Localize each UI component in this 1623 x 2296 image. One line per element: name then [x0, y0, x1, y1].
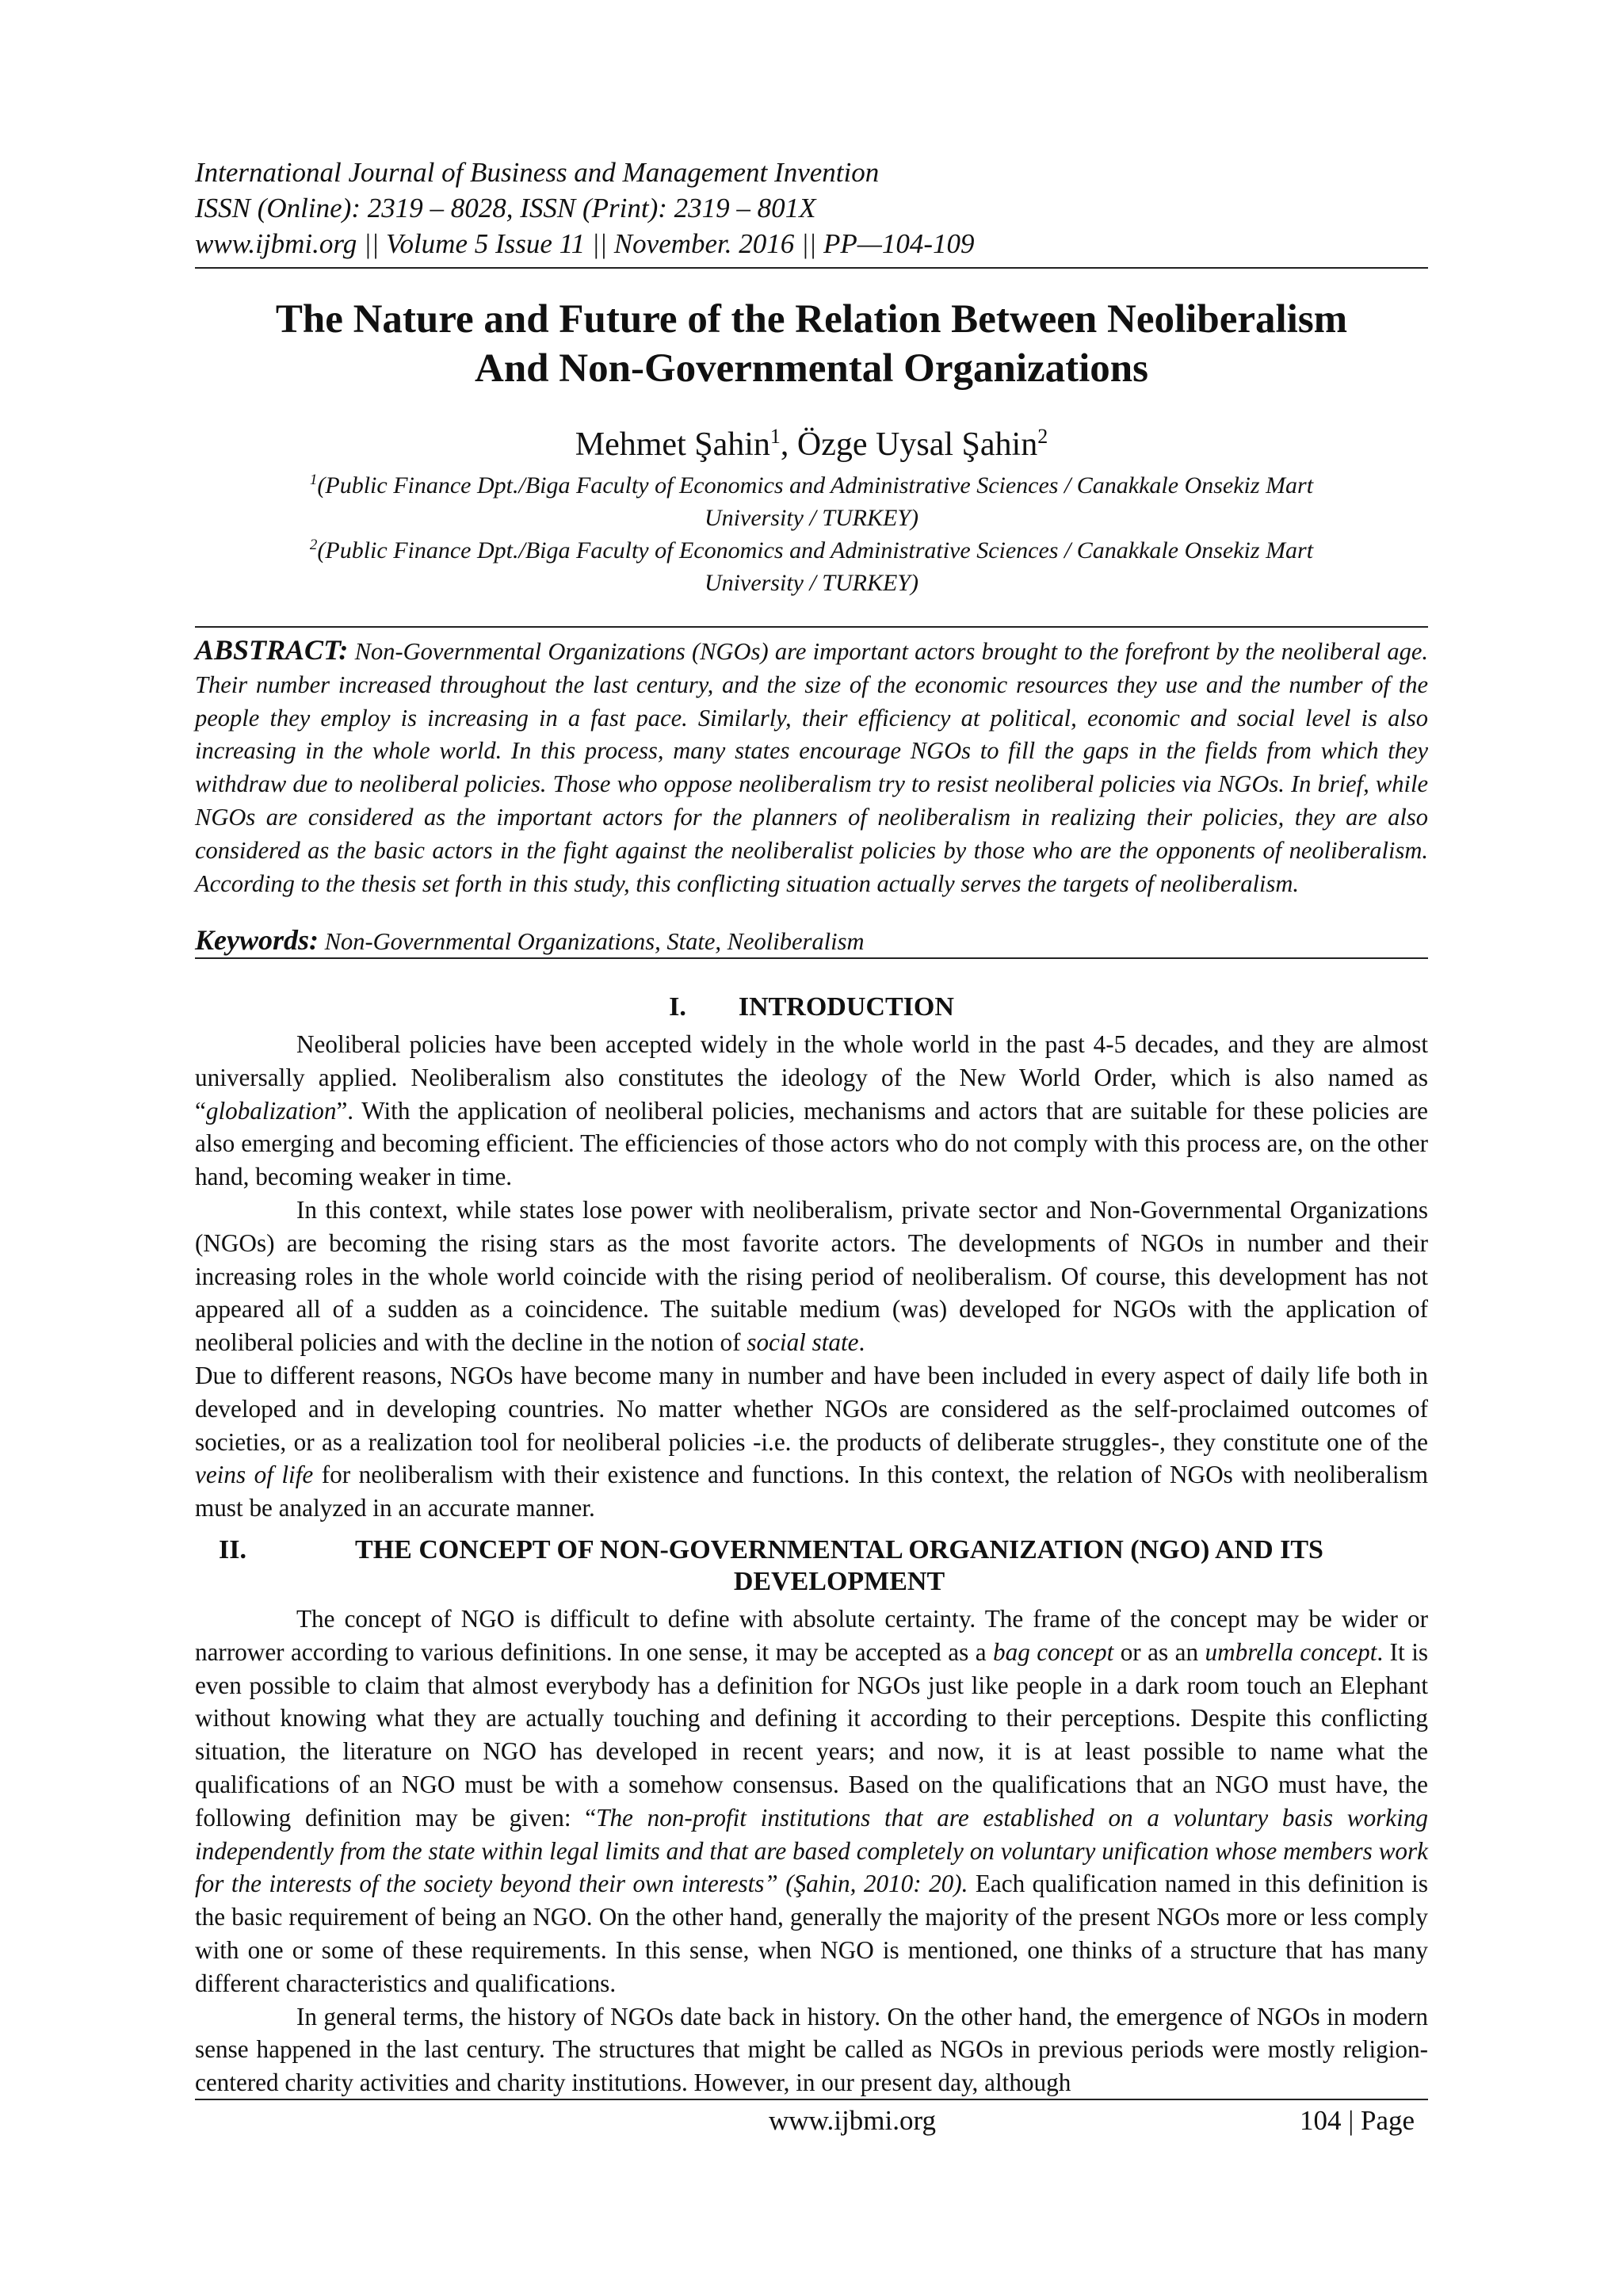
journal-name: International Journal of Business and Management Invention — [195, 157, 880, 188]
affiliation-mark: 1 — [309, 472, 318, 488]
journal-header — [195, 155, 1428, 262]
abstract-text: Non-Governmental Organizations (NGOs) are important actors brought to the forefront by the neoliberal age. Their number increased throughout the last century, and the size of the economic resources they use and the number of the people they employ is increasing in a fast pace. Similarly, their efficiency at political, economic and social level is also increasing in the whole world. In this process, many states encourage NGOs to fill the gaps in the fields from which they withdraw due to neoliberal policies. Those who oppose neoliberalism try to resist neoliberal policies via NGOs. In brief, while NGOs are considered as the important actors for the planners of neoliberalism in realizing their policies, they are also considered as the basic actors in the fight against the neoliberalist policies by those who are the opponents of neoliberalism. According to the thesis set forth in this study, this conflicting situation actually serves the targets of neoliberalism. — [195, 638, 1428, 897]
abstract-label: ABSTRACT: — [195, 634, 349, 666]
title-line-2: And Non-Governmental Organizations — [474, 346, 1149, 391]
section-title: INTRODUCTION — [738, 992, 954, 1022]
section-heading-introduction — [195, 991, 1428, 1024]
section-title: THE CONCEPT OF NON-GOVERNMENTAL ORGANIZATION (NGO) AND ITS DEVELOPMENT — [355, 1535, 1323, 1596]
affiliation-mark: 2 — [309, 537, 318, 553]
keywords-label: Keywords: — [195, 924, 319, 956]
paragraph: Neoliberal policies have been accepted widely in the whole world in the past 4-5 decades, and they are almost universally applied. Neoliberalism also constitutes the ideology of the New World Order, which is also named as “globalization”. With the application of neoliberal policies, mechanisms and actors that are suitable for these policies are also emerging and becoming efficient. The efficiencies of those actors who do not comply with this process are, on the other hand, becoming weaker in time. — [195, 1030, 1428, 1191]
concept-body — [195, 1603, 1428, 2099]
keywords — [195, 923, 1428, 958]
abstract-bottom-rule — [195, 957, 1428, 959]
author-separator: , — [780, 426, 797, 463]
affiliation-line: University / TURKEY) — [705, 570, 918, 596]
affiliation-line: (Public Finance Dpt./Biga Faculty of Economics and Administrative Sciences / Canakkale Onsekiz Mart — [317, 537, 1314, 563]
affiliation-line: University / TURKEY) — [705, 505, 918, 531]
header-rule — [195, 267, 1428, 269]
section-heading-concept — [195, 1534, 1428, 1598]
paper-title — [195, 295, 1428, 393]
paragraph: In general terms, the history of NGOs date back in history. On the other hand, the emergence of NGOs in modern sense happened in the last century. The structures that might be called as NGOs in previous periods were mostly religion-centered charity activities and charity institutions. However, in our present day, although — [195, 2002, 1428, 2097]
author-2-affil-mark: 2 — [1037, 425, 1048, 448]
footer-website: www.ijbmi.org — [769, 2105, 936, 2136]
journal-issn: ISSN (Online): 2319 – 8028, ISSN (Print): 2319 – 801X — [195, 193, 816, 223]
affiliation-1 — [195, 469, 1428, 502]
paragraph: The concept of NGO is difficult to define with absolute certainty. The frame of the concept may be wider or narrower according to various definitions. In one sense, it may be accepted as a bag concept or as an umbrella concept. It is even possible to claim that almost everybody has a definition for NGOs just like people in a dark room touch an Elephant without knowing what they are actually touching and defining it according to their perceptions. Despite this conflicting situation, the literature on NGO has developed in recent years; and now, it is at least possible to name what the qualifications of an NGO must be with a somehow consensus. Based on the qualifications that an NGO must have, the following definition may be given: “The non-profit institutions that are established on a voluntary basis working independently from the state within legal limits and that are based completely on voluntary unification whose members work for the interests of the society beyond their own interests” (Şahin, 2010: 20). Each qualification named in this definition is the basic requirement of being an NGO. On the other hand, generally the majority of the present NGOs more or less comply with one or some of these requirements. In this sense, when NGO is mentioned, one thinks of a structure that has many different characteristics and qualifications. — [195, 1605, 1429, 1997]
affiliation-2 — [195, 534, 1428, 567]
section-number: I. — [669, 992, 686, 1022]
paragraph: Due to different reasons, NGOs have become many in number and have been included in every aspect of daily life both in developed and in developing countries. No matter whether NGOs are considered as the self-proclaimed outcomes of societies, or as a realization tool for neoliberal policies -i.e. the products of deliberate struggles-, they constitute one of the veins of life for neoliberalism with their existence and functions. In this context, the relation of NGOs with neoliberalism must be analyzed in an accurate manner. — [195, 1361, 1428, 1522]
footer-page-number: 104 | Page — [1300, 2105, 1415, 2136]
author-1-affil-mark: 1 — [769, 425, 781, 448]
abstract — [195, 634, 1428, 900]
paragraph: In this context, while states lose power with neoliberalism, private sector and Non-Governmental Organizations (NGOs) are becoming the rising stars as the most favorite actors. The developments of NGOs in number and their increasing roles in the whole world coincide with the rising period of neoliberalism. Of course, this development has not appeared all of a sudden as a coincidence. The suitable medium (was) developed for NGOs with the application of neoliberal policies and with the decline in the notion of social state. — [195, 1195, 1428, 1357]
journal-volume: www.ijbmi.org || Volume 5 Issue 11 || November. 2016 || PP—104-109 — [195, 228, 975, 259]
section-number: II. — [219, 1535, 246, 1564]
abstract-top-rule — [195, 626, 1428, 628]
keywords-text: Non-Governmental Organizations, State, Neoliberalism — [324, 928, 865, 955]
footer-rule — [195, 2099, 1428, 2100]
affiliation-line: (Public Finance Dpt./Biga Faculty of Economics and Administrative Sciences / Canakkale Onsekiz Mart — [317, 472, 1314, 499]
title-line-1: The Nature and Future of the Relation Between Neoliberalism — [275, 297, 1348, 342]
author-1: Mehmet Şahin — [575, 426, 770, 463]
affiliations — [195, 469, 1428, 599]
introduction-body — [195, 1028, 1428, 1525]
author-2: Özge Uysal Şahin — [796, 426, 1038, 463]
author-list — [195, 424, 1428, 465]
